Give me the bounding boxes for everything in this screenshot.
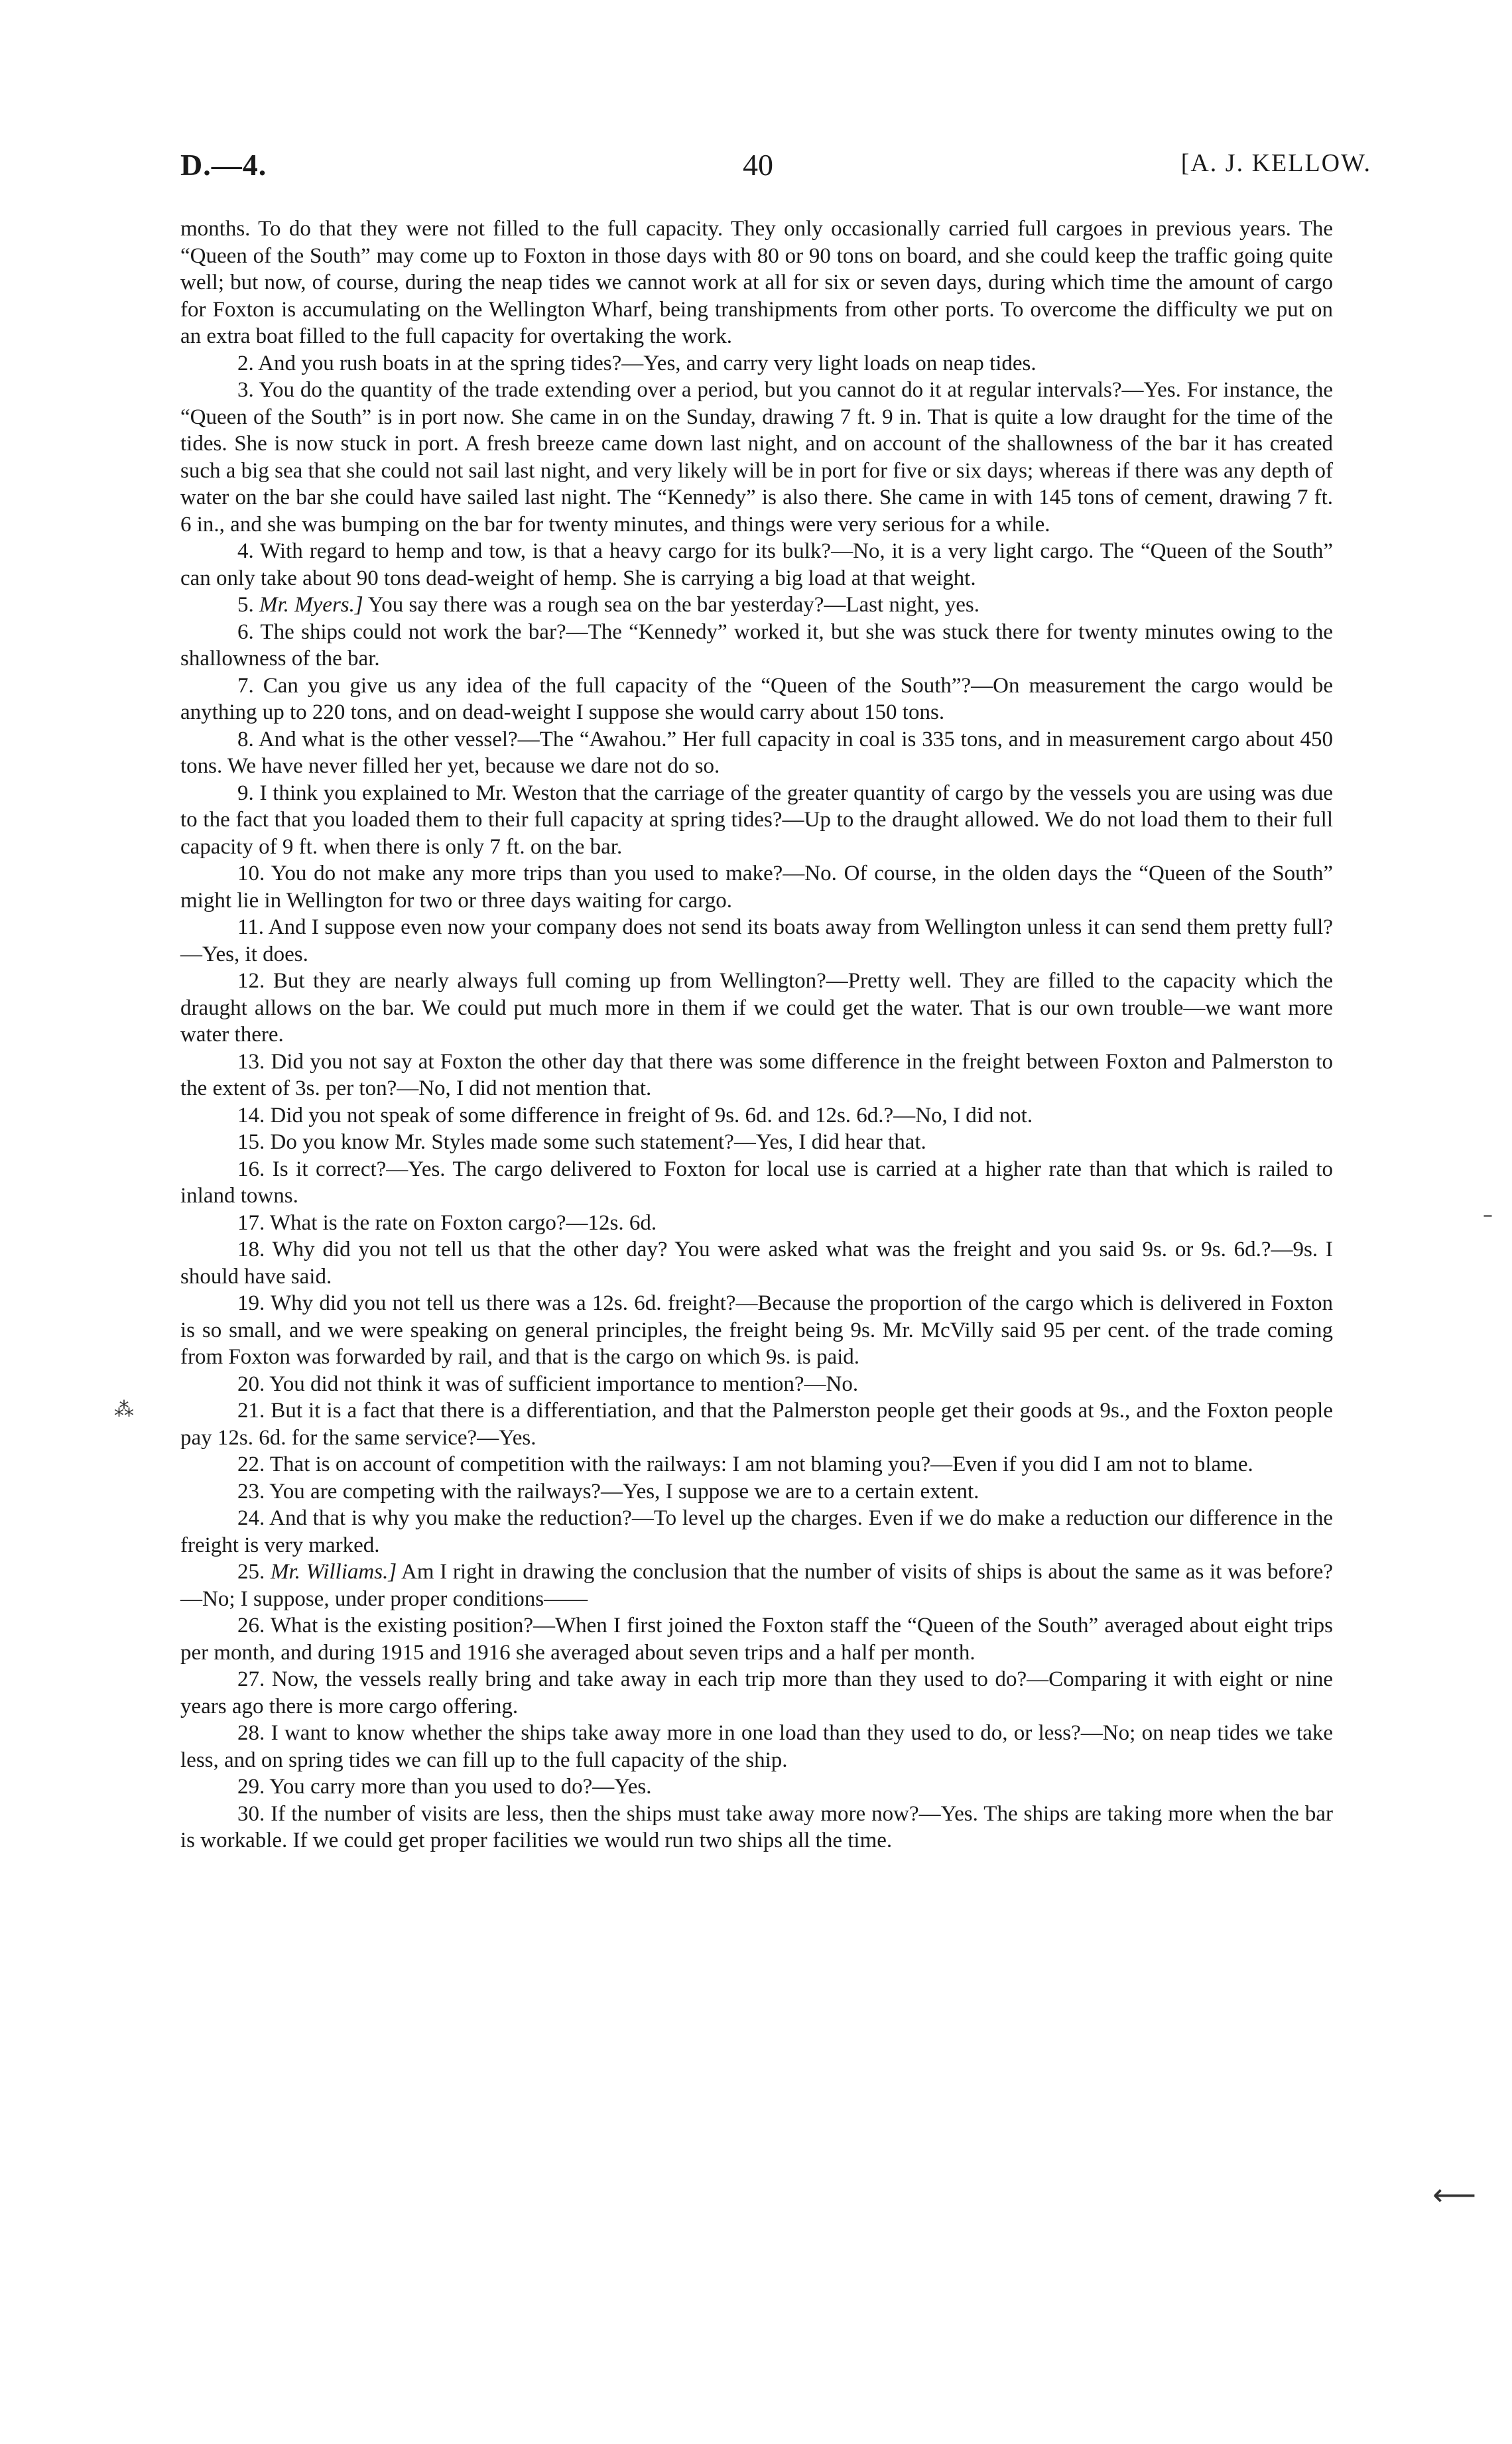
question-24: 24. And that is why you make the reduction?—To level up the charges. Even if we do make a reduction our difference in the freight is very marked.: [180, 1506, 1333, 1557]
question-number: 5.: [237, 593, 254, 617]
question-11: 11. And I suppose even now your company does not send its boats away from Wellington unless it can send them pretty full?—Yes, it does.: [180, 915, 1333, 966]
question-30: 30. If the number of visits are less, then the ships must take away more now?—Yes. The ships are taking more when the bar is workable. If we could get proper facilities we would run two ships all the time.: [180, 1801, 1333, 1852]
question-22: 22. That is on account of competition with the railways: I am not blaming you?—Even if you did I am not to blame.: [237, 1452, 1253, 1476]
question-6: 6. The ships could not work the bar?—The “Kennedy” worked it, but she was stuck there for twenty minutes owing to the shallowness of the bar.: [180, 619, 1333, 671]
question-23: 23. You are competing with the railways?—Yes, I suppose we are to a certain extent.: [237, 1479, 979, 1504]
question-26: 26. What is the existing position?—When I first joined the Foxton staff the “Queen of the South” averaged about eight trips per month, and during 1915 and 1916 she averaged about seven trips and a half per month.: [180, 1614, 1333, 1665]
question-5: [180, 592, 1333, 619]
opening-paragraph: months. To do that they were not filled to the full capacity. They only occasionally carried full cargoes in previous years. The “Queen of the South” may come up to Foxton in those days with 80 or 90 tons on board, and she could keep the traffic going quite well; but now, of course, during the neap tides we cannot work at all for six or seven days, during which time the amount of cargo for Foxton is accumulating on the Wellington Wharf, being transhipments from other ports. To overcome the difficulty we put on an extra boat filled to the full capacity for overtaking the work.: [180, 217, 1333, 348]
page-number: 40: [743, 148, 773, 182]
question-20: 20. You did not think it was of sufficient importance to mention?—No.: [237, 1372, 859, 1396]
question-text: Am I right in drawing the conclusion that the number of visits of ships is about the same as it was before?—No; I suppose, under proper conditions——: [180, 1560, 1333, 1611]
margin-speck-mark: ⁂: [114, 1398, 134, 1421]
question-number: 25.: [237, 1560, 265, 1584]
question-12: 12. But they are nearly always full coming up from Wellington?—Pretty well. They are filled to the capacity which the draught allows on the bar. We could put much more in them if we could get the water. That is our own trouble—we want more water there.: [180, 969, 1333, 1047]
question-19: 19. Why did you not tell us there was a 12s. 6d. freight?—Because the proportion of the cargo which is delivered in Foxton is so small, and we were speaking on general principles, the freight being 9s. Mr. McVilly said 95 per cent. of the trade coming from Foxton was forwarded by rail, and that is the cargo on which 9s. is paid.: [180, 1291, 1333, 1369]
question-29: 29. You carry more than you used to do?—Yes.: [237, 1775, 652, 1799]
page-header: [180, 147, 1371, 194]
question-4: 4. With regard to hemp and tow, is that a heavy cargo for its bulk?—No, it is a very light cargo. The “Queen of the South” can only take about 90 tons dead-weight of hemp. She is carrying a big load at that weight.: [180, 539, 1333, 590]
question-14: 14. Did you not speak of some difference in freight of 9s. 6d. and 12s. 6d.?—No, I did not.: [237, 1103, 1033, 1127]
question-21: 21. But it is a fact that there is a differentiation, and that the Palmerston people get their goods at 9s., and the Foxton people pay 12s. 6d. for the same service?—Yes.: [180, 1399, 1333, 1450]
speaker-name: Mr. Williams.]: [270, 1560, 397, 1584]
question-2: 2. And you rush boats in at the spring tides?—Yes, and carry very light loads on neap tides.: [237, 351, 1037, 375]
testimony-body: [180, 216, 1333, 1854]
question-9: 9. I think you explained to Mr. Weston that the carriage of the greater quantity of cargo by the vessels you are using was due to the fact that you loaded them to their full capacity at spring tides?—Up to the draught allowed. We do not load them to their full capacity of 9 ft. when there is only 7 ft. on the bar.: [180, 781, 1333, 859]
witness-name: [A. J. KELLOW.: [1180, 149, 1371, 177]
question-18: 18. Why did you not tell us that the other day? You were asked what was the freight and you said 9s. or 9s. 6d.?—9s. I should have said.: [180, 1238, 1333, 1289]
margin-dash-mark: –: [1483, 1204, 1493, 1227]
question-28: 28. I want to know whether the ships take away more in one load than they used to do, or less?—No; on neap tides we take less, and on spring tides we can fill up to the full capacity of the ship.: [180, 1721, 1333, 1772]
question-text: You say there was a rough sea on the bar yesterday?—Last night, yes.: [367, 593, 980, 617]
speaker-name: Mr. Myers.]: [259, 593, 363, 617]
margin-arrow-mark: ⟵: [1432, 2177, 1476, 2213]
question-25: [180, 1559, 1333, 1612]
question-16: 16. Is it correct?—Yes. The cargo delivered to Foxton for local use is carried at a higher rate than that which is railed to inland towns.: [180, 1157, 1333, 1208]
question-8: 8. And what is the other vessel?—The “Awahou.” Her full capacity in coal is 335 tons, and in measurement cargo about 450 tons. We have never filled her yet, because we dare not do so.: [180, 727, 1333, 778]
question-15: 15. Do you know Mr. Styles made some such statement?—Yes, I did hear that.: [237, 1130, 926, 1154]
question-7: 7. Can you give us any idea of the full capacity of the “Queen of the South”?—On measurement the cargo would be anything up to 220 tons, and on dead-weight I suppose she would carry about 150 tons.: [180, 673, 1333, 724]
question-3: 3. You do the quantity of the trade extending over a period, but you cannot do it at regular intervals?—Yes. For instance, the “Queen of the South” is in port now. She came in on the Sunday, drawing 7 ft. 9 in. That is quite a low draught for the time of the tides. She is now stuck in port. A fresh breeze came down last night, and on account of the shallowness of the bar it has created such a big sea that she could not sail last night, and very likely will be in port for five or six days; whereas if there was any depth of water on the bar she could have sailed last night. The “Kennedy” is also there. She came in with 145 tons of cement, drawing 7 ft. 6 in., and she was bumping on the bar for twenty minutes, and things were very serious for a while.: [180, 378, 1333, 537]
question-10: 10. You do not make any more trips than you used to make?—No. Of course, in the olden days the “Queen of the South” might lie in Wellington for two or three days waiting for cargo.: [180, 862, 1333, 913]
question-13: 13. Did you not say at Foxton the other day that there was some difference in the freight between Foxton and Palmerston to the extent of 3s. per ton?—No, I did not mention that.: [180, 1049, 1333, 1100]
document-reference: D.—4.: [180, 148, 267, 182]
question-27: 27. Now, the vessels really bring and take away in each trip more than they used to do?—Comparing it with eight or nine years ago there is more cargo offering.: [180, 1667, 1333, 1718]
question-17: 17. What is the rate on Foxton cargo?—12s. 6d.: [237, 1210, 657, 1235]
